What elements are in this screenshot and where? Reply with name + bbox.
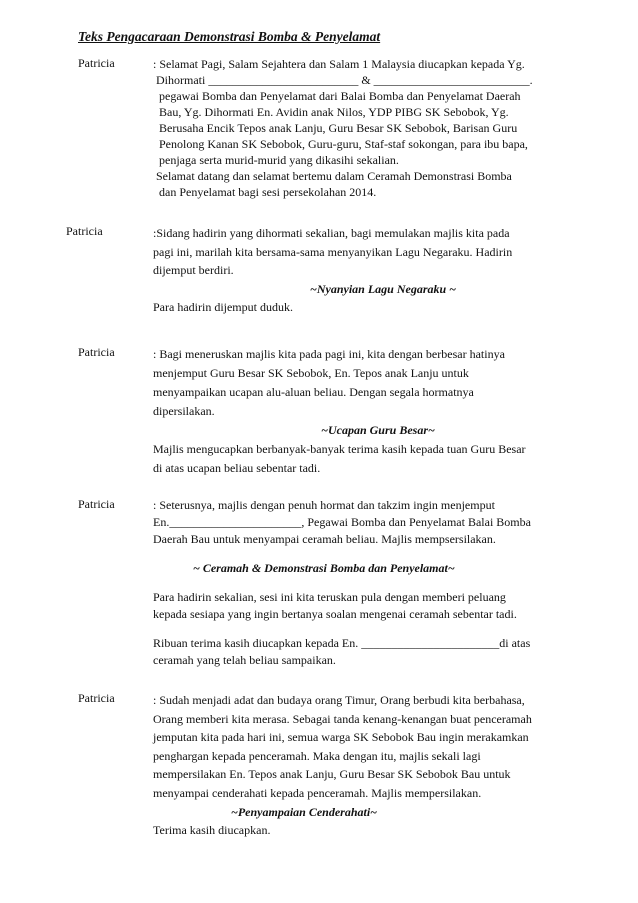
text-line: kepada sesiapa yang ingin bertanya soalan mengenai ceramah sebentar tadi. bbox=[153, 607, 517, 621]
text-line: pagi ini, marilah kita bersama-sama menyanyikan Lagu Negaraku. Hadirin bbox=[153, 244, 513, 259]
text-line: Berusaha Encik Tepos anak Lanju, Guru Besar SK Sebobok, Barisan Guru bbox=[159, 121, 518, 135]
text-line: Para hadirin sekalian, sesi ini kita teruskan pula dengan memberi peluang bbox=[153, 590, 506, 604]
text-line: penjaga serta murid-murid yang dikasihi sekalian. bbox=[159, 153, 399, 167]
text-line: Bau, Yg. Dihormati En. Avidin anak Nilos, YDP PIBG SK Sebobok, Yg. bbox=[159, 105, 509, 119]
text-line: ceramah yang telah beliau sampaikan. bbox=[153, 653, 336, 667]
text-line: : Bagi meneruskan majlis kita pada pagi ini, kita dengan berbesar hatinya bbox=[153, 347, 505, 361]
stage-direction: ~ Ceramah & Demonstrasi Bomba dan Penyelamat~ bbox=[193, 561, 455, 575]
text-line: : Sudah menjadi adat dan budaya orang Timur, Orang berbudi kita berbahasa, bbox=[153, 693, 525, 707]
text-line: pegawai Bomba dan Penyelamat dari Balai Bomba dan Penyelamat Daerah bbox=[159, 89, 521, 103]
section-2-text bbox=[153, 224, 573, 317]
text-line: Daerah Bau untuk menyampai ceramah beliau. Majlis mempsersilakan. bbox=[153, 532, 496, 546]
speaker-label: Patricia bbox=[66, 224, 103, 238]
text-line: En.______________________, Pegawai Bomba dan Penyelamat Balai Bomba bbox=[153, 515, 531, 529]
text-line: Majlis mengucapkan berbanyak-banyak terima kasih kepada tuan Guru Besar bbox=[153, 442, 526, 456]
text-line: dan Penyelamat bagi sesi persekolahan 2014. bbox=[159, 185, 377, 199]
text-line: menyampaikan ucapan alu-aluan beliau. Dengan segala hormatnya bbox=[153, 385, 474, 399]
text-line: : Selamat Pagi, Salam Sejahtera dan Salam 1 Malaysia diucapkan kepada Yg. bbox=[153, 57, 525, 71]
speaker-label: Patricia bbox=[78, 497, 115, 511]
stage-direction: ~Nyanyian Lagu Negaraku ~ bbox=[309, 281, 456, 296]
text-line: :Sidang hadirin yang dihormati sekalian, bagi memulakan majlis kita pada bbox=[153, 226, 510, 240]
text-line: Selamat datang dan selamat bertemu dalam Ceramah Demonstrasi Bomba bbox=[156, 169, 512, 183]
text-line: Penolong Kanan SK Sebobok, Guru-guru, Staf-staf sokongan, para ibu bapa, bbox=[159, 137, 528, 151]
text-line: Dihormati _________________________ & __________________________. bbox=[156, 73, 533, 87]
text-line: Terima kasih diucapkan. bbox=[153, 823, 271, 838]
text-line: Orang memberi kita merasa. Sebagai tanda kenang-kenangan buat penceramah bbox=[153, 711, 532, 726]
document-title: Teks Pengacaraan Demonstrasi Bomba & Penyelamat bbox=[78, 29, 381, 44]
text-line: dijemput berdiri. bbox=[153, 263, 234, 278]
section-1-text bbox=[153, 56, 573, 200]
speaker-label: Patricia bbox=[78, 345, 115, 359]
text-line: Ribuan terima kasih diucapkan kepada En. _______________________di atas bbox=[153, 636, 531, 650]
speaker-label: Patricia bbox=[78, 691, 115, 705]
text-line: Para hadirin dijemput duduk. bbox=[153, 300, 293, 315]
text-line: jemputan kita pada hari ini, semua warga SK Sebobok Bau ingin merakamkan bbox=[153, 730, 529, 745]
section-5-text bbox=[153, 691, 573, 840]
text-line: mempersilakan En. Tepos anak Lanju, Guru Besar SK Sebobok Bau untuk bbox=[153, 767, 511, 782]
text-line: penghargan kepada penceramah. Maka dengan itu, majlis sekali lagi bbox=[153, 748, 481, 763]
stage-direction: ~Penyampaian Cenderahati~ bbox=[231, 804, 378, 819]
text-line: : Seterusnya, majlis dengan penuh hormat dan takzim ingin menjemput bbox=[153, 498, 495, 512]
text-line: menyampai cenderahati kepada penceramah. Majlis mempersilakan. bbox=[153, 785, 482, 800]
text-line: dipersilakan. bbox=[153, 404, 215, 418]
speaker-label: Patricia bbox=[78, 56, 115, 70]
section-4-text bbox=[153, 497, 573, 669]
text-line: menjemput Guru Besar SK Sebobok, En. Tepos anak Lanju untuk bbox=[153, 366, 469, 380]
stage-direction: ~Ucapan Guru Besar~ bbox=[321, 423, 435, 437]
section-3-text bbox=[153, 345, 573, 478]
text-line: di atas ucapan beliau sebentar tadi. bbox=[153, 461, 321, 475]
